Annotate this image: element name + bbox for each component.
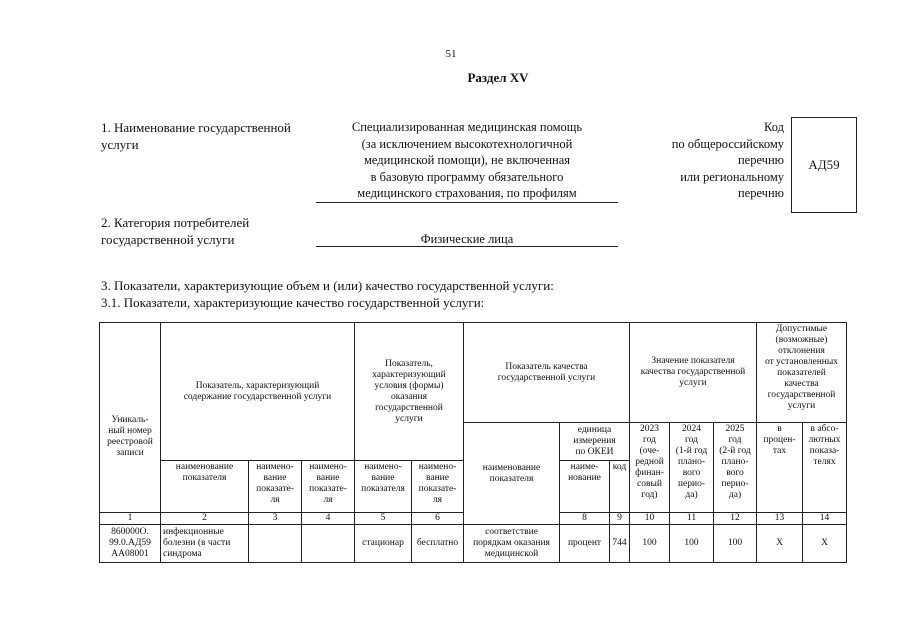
service-name: Специализированная медицинская помощь (за исключением высокотехнологичной медицинской помощи), не включенная в базовую программу обязательного медицинского страхования, по профилям — [316, 119, 618, 203]
page-number: 51 — [445, 48, 457, 60]
content-2-cell — [249, 525, 302, 563]
unique-id-cell: 860000О. 99.0.АД59 АА08001 — [100, 525, 161, 563]
section-title: Раздел XV — [467, 70, 529, 85]
header-condition-name-1: наимено- вание показателя — [355, 461, 412, 513]
condition-2-cell: бесплатно — [412, 525, 464, 563]
content-3-cell — [302, 525, 355, 563]
unit-name-cell: процент — [560, 525, 610, 563]
value-2024-cell: 100 — [670, 525, 714, 563]
col-number: 9 — [610, 513, 630, 525]
header-deviation-absolute: в абсо- лютных показа- телях — [803, 423, 847, 513]
col-number: 2 — [161, 513, 249, 525]
header-content-name-2: наимено- вание показате- ля — [249, 461, 302, 513]
col-number: 4 — [302, 513, 355, 525]
value-2023-cell: 100 — [630, 525, 670, 563]
col-number: 6 — [412, 513, 464, 525]
code-box: АД59 — [791, 117, 857, 213]
header-unit-code: код — [610, 461, 630, 513]
header-indicator-value: Значение показателя качества государственной услуги — [630, 323, 757, 423]
consumers-value: Физические лица — [316, 232, 618, 247]
quality-heading: 3.1. Показатели, характеризующие качество государственной услуги: — [101, 295, 485, 310]
indicator-name-cell: соответствие порядкам оказания медицинской — [464, 525, 560, 563]
col-number: 10 — [630, 513, 670, 525]
condition-1-cell: стационар — [355, 525, 412, 563]
header-deviation-percent: в процен- тах — [757, 423, 803, 513]
unit-code-cell: 744 — [610, 525, 630, 563]
col-number: 11 — [670, 513, 714, 525]
header-unit-name: наиме- нование — [560, 461, 610, 513]
consumers-label: 2. Категория потребителей государственной услуги — [101, 215, 250, 247]
col-number: 14 — [803, 513, 847, 525]
header-unique-number: Уникаль- ный номер реестровой записи — [100, 323, 161, 513]
col-number: 1 — [100, 513, 161, 525]
header-year-2025: 2025 год (2-й год плано- вого перио- да) — [714, 423, 757, 513]
header-deviation: Допустимые (возможные) отклонения от установленных показателей качества государственной услуги — [757, 323, 847, 423]
header-content-indicator: Показатель, характеризующий содержание государственной услуги — [161, 323, 355, 461]
header-content-name-3: наимено- вание показате- ля — [302, 461, 355, 513]
header-unit-okei: единица измерения по ОКЕИ — [560, 423, 630, 461]
col-number: 8 — [560, 513, 610, 525]
col-number: 12 — [714, 513, 757, 525]
content-1-cell: инфекционные болезни (в части синдрома — [161, 525, 249, 563]
header-content-name-1: наименование показателя — [161, 461, 249, 513]
header-year-2023: 2023 год (оче- редной финан- совый год) — [630, 423, 670, 513]
header-quality-indicator: Показатель качества государственной услуги — [464, 323, 630, 423]
code-label: Код по общероссийскому перечню или региональному перечню — [671, 120, 784, 200]
indicators-heading: 3. Показатели, характеризующие объем и (или) качество государственной услуги: — [101, 278, 554, 293]
header-quality-indicator-name: наименование показателя — [464, 423, 560, 525]
header-condition-name-2: наимено- вание показате- ля — [412, 461, 464, 513]
header-year-2024: 2024 год (1-й год плано- вого перио- да) — [670, 423, 714, 513]
deviation-percent-cell: Х — [757, 525, 803, 563]
deviation-absolute-cell: Х — [803, 525, 847, 563]
col-number: 13 — [757, 513, 803, 525]
col-number: 5 — [355, 513, 412, 525]
value-2025-cell: 100 — [714, 525, 757, 563]
service-label: 1. Наименование государственной услуги — [101, 120, 291, 152]
quality-table — [99, 322, 847, 563]
table-row — [100, 525, 847, 563]
col-number: 3 — [249, 513, 302, 525]
header-conditions-indicator: Показатель, характеризующий условия (формы) оказания государственной услуги — [355, 323, 464, 461]
